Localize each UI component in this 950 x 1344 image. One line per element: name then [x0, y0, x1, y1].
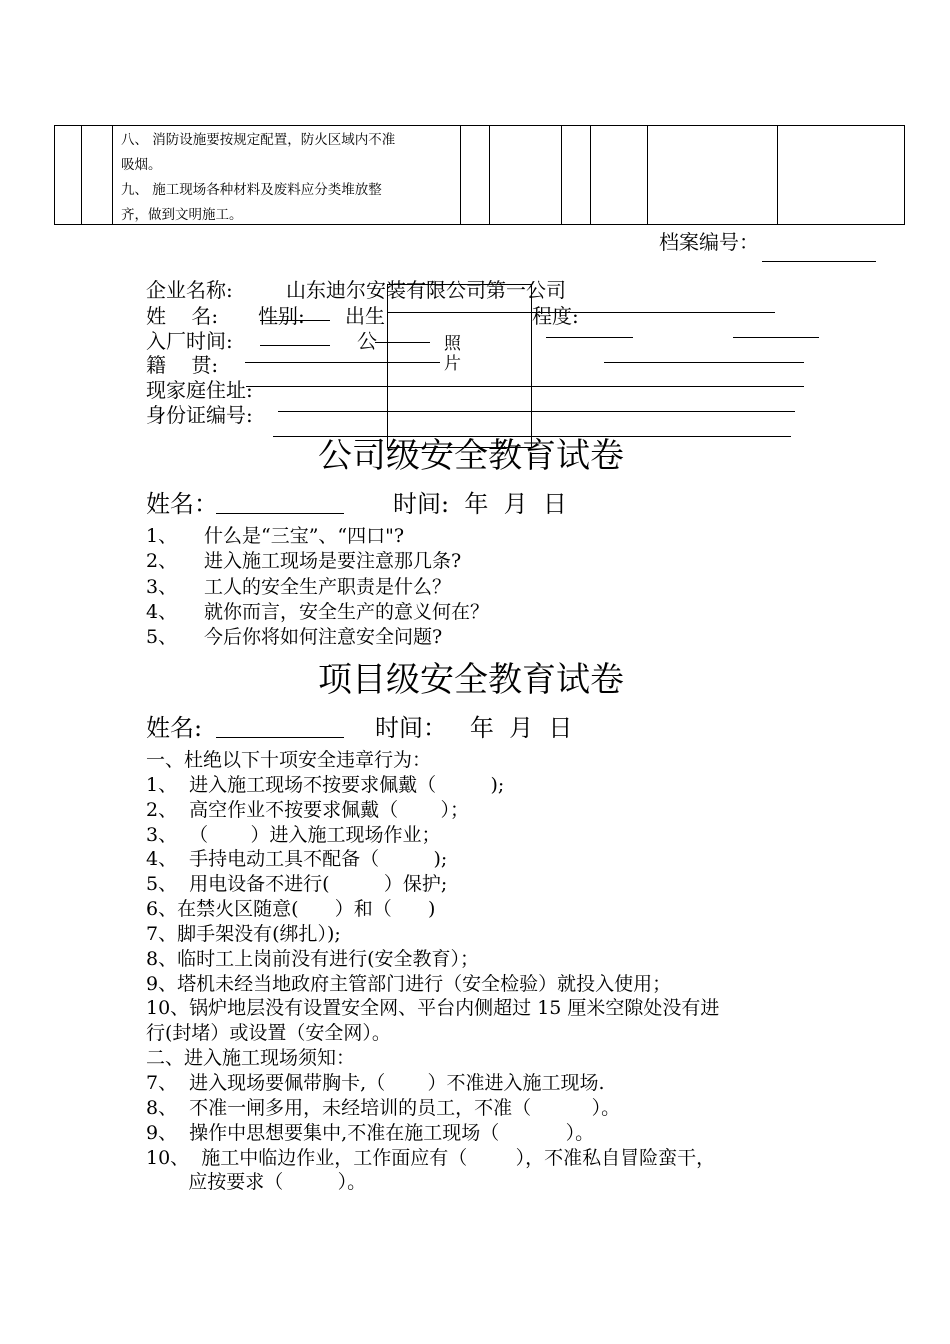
project-exam-name-blank[interactable] — [216, 737, 344, 738]
question-number: 1、 — [146, 525, 178, 547]
list-item: 3、 （ ）进入施工现场作业； — [146, 823, 441, 846]
id-number-label: 身份证编号: — [146, 403, 253, 427]
company-exam-name-blank[interactable] — [216, 513, 344, 514]
native-place-label: 籍 贯: — [146, 353, 219, 377]
table-rule-line: 九、 施工现场各种材料及废料应分类堆放整 — [121, 182, 382, 198]
section-heading: 二、进入施工现场须知： — [146, 1047, 356, 1070]
photo-label: 照 — [444, 334, 461, 354]
company-label: 企业名称: — [146, 278, 233, 302]
question-number: 4、 — [146, 600, 178, 623]
table-rule-line: 八、 消防设施要按规定配置，防火区域内不准 — [121, 132, 396, 148]
list-item: 应按要求（ ）。 — [146, 1171, 367, 1194]
entry-time-label: 入厂时间: — [146, 329, 233, 353]
company-exam-question-list — [146, 524, 489, 650]
table-column-divider — [590, 126, 591, 224]
list-item — [146, 575, 489, 600]
table-rule-line: 吸烟。 — [121, 157, 162, 173]
table-column-divider — [561, 126, 562, 224]
company-value: 山东迪尔安装有限公司第一公司 — [286, 278, 566, 302]
list-item — [146, 549, 489, 574]
list-item — [146, 625, 489, 650]
table-rule-cell — [121, 128, 461, 228]
list-item: 5、 用电设备不进行( ）保护; — [146, 873, 448, 896]
project-exam-content — [146, 748, 719, 1195]
question-number: 2、 — [146, 550, 178, 573]
entry-time-line — [260, 345, 330, 346]
list-item: 8、 不准一闸多用，未经培训的员工，不准（ ）。 — [146, 1096, 621, 1119]
list-item: 7、 进入现场要佩带胸卡,（ ）不准进入施工现场. — [146, 1071, 605, 1094]
question-number: 3、 — [146, 575, 178, 598]
company-exam-name-label: 姓名： — [146, 490, 218, 518]
list-item: 10、 施工中临边作业，工作面应有（ ），不准私自冒险蛮干， — [146, 1146, 716, 1169]
list-item: 7、脚手架没有(绑扎）); — [146, 922, 341, 945]
list-item: 4、 手持电动工具不配备（ ); — [146, 848, 448, 871]
list-item: 行(封堵）或设置（安全网）。 — [146, 1022, 391, 1045]
list-item: 9、塔机未经当地政府主管部门进行（安全检验）就投入使用； — [146, 972, 672, 995]
list-item: 8、临时工上岗前没有进行(安全教育）； — [146, 947, 480, 970]
name-label: 姓 名: — [146, 304, 219, 328]
table-column-divider — [112, 126, 113, 224]
education-label: 程度: — [532, 304, 579, 328]
birth-label: 出生 — [345, 304, 385, 328]
question-text: 今后你将如何注意安全问题? — [204, 626, 443, 649]
list-item: 10、锅炉地层没有设置安全网、平台内侧超过 15 厘米空隙处没有进 — [146, 997, 720, 1020]
question-text: 进入施工现场是要注意那几条? — [204, 550, 462, 573]
project-exam-name-label: 姓名: — [146, 714, 203, 742]
gender-line — [260, 320, 330, 321]
list-item — [146, 524, 489, 549]
project-exam-title: 项目级安全教育试卷 — [318, 660, 624, 700]
question-text: 什么是“三宝”、“四口"? — [204, 525, 405, 547]
list-item: 1、 进入施工现场不按要求佩戴（ ); — [146, 773, 505, 796]
company-exam-title: 公司级安全教育试卷 — [318, 436, 624, 476]
table-column-divider — [81, 126, 82, 224]
table-column-divider — [777, 126, 778, 224]
gong-label: 公 — [357, 329, 377, 353]
question-text: 就你而言，安全生产的意义何在？ — [204, 600, 490, 623]
id-number-line — [278, 411, 795, 412]
table-column-divider — [489, 126, 490, 224]
project-exam-time-label: 时间： 年 月 日 — [375, 714, 573, 742]
table-column-divider — [647, 126, 648, 224]
photo-label: 片 — [444, 354, 461, 374]
list-item — [146, 600, 489, 625]
native-place-line-2 — [604, 362, 804, 363]
company-exam-time-label: 时间: 年 月 日 — [393, 490, 567, 518]
archive-number-line — [762, 261, 876, 262]
table-rule-line: 齐，做到文明施工。 — [121, 207, 243, 223]
list-item: 一、杜绝以下十项安全违章行为： — [146, 749, 432, 771]
list-item: 6、在禁火区随意( ）和（ ) — [146, 898, 436, 921]
list-item: 2、 高空作业不按要求佩戴（ ）； — [146, 798, 469, 821]
archive-number-label: 档案编号： — [659, 230, 759, 254]
question-number: 5、 — [146, 626, 178, 649]
list-item: 9、 操作中思想要集中,不准在施工现场（ ）。 — [146, 1121, 595, 1144]
home-address-label: 现家庭住址: — [146, 378, 253, 402]
rules-table — [54, 125, 905, 225]
entry-extra-line-2 — [733, 337, 819, 338]
question-text: 工人的安全生产职责是什么？ — [204, 575, 452, 598]
entry-extra-line-1 — [546, 337, 633, 338]
gender-label: 性别: — [258, 304, 305, 328]
